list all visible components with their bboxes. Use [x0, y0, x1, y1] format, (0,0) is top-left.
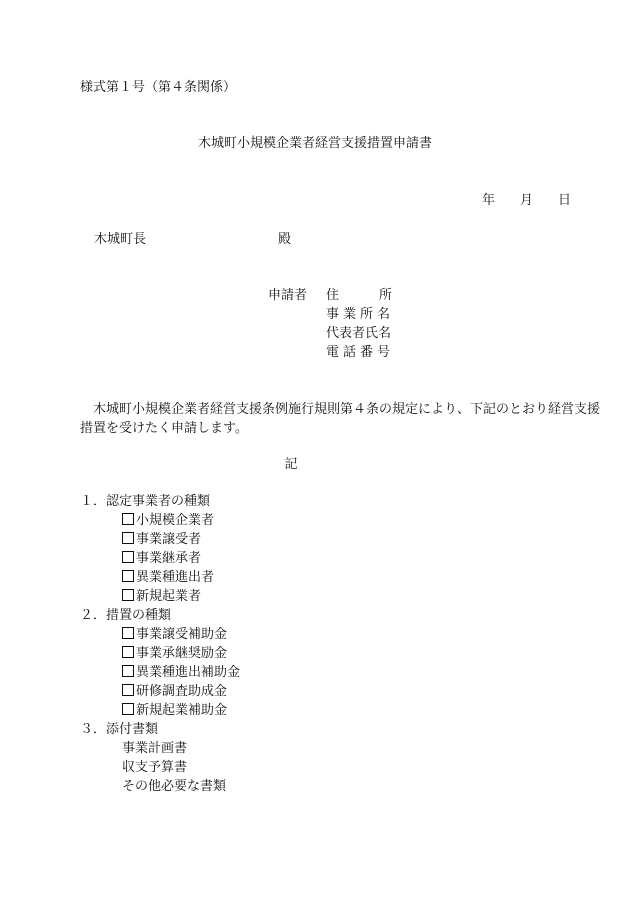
- attachment-item: [122, 779, 226, 795]
- item-label: 事業譲受補助金: [136, 627, 228, 642]
- address-field-label: [326, 288, 392, 304]
- checkbox[interactable]: [122, 513, 134, 525]
- section-title: ３．添付書類: [80, 722, 159, 737]
- checkbox-item[interactable]: [122, 551, 201, 567]
- body-text: 木城町小規模企業者経営支援条例施行規則第４条の規定により、下記のとおり経営支援措置を受けたく申請します。: [80, 402, 601, 436]
- date-month-label: 月: [520, 193, 534, 208]
- item-label: 事業計画書: [122, 741, 188, 756]
- checkbox-item[interactable]: [122, 513, 214, 529]
- item-label: 事業承継奨励金: [136, 646, 228, 661]
- attachment-item: [122, 741, 187, 757]
- office-name-label: 事業所名: [326, 307, 395, 322]
- document-title: 木城町小規模企業者経営支援措置申請書: [197, 136, 432, 151]
- form-number: 様式第１号（第４条関係）: [80, 80, 237, 95]
- item-label: 小規模企業者: [136, 513, 215, 528]
- address-label-part2: 所: [379, 288, 393, 303]
- item-label: 異業種進出補助金: [136, 665, 241, 680]
- checkbox-item[interactable]: [122, 703, 227, 719]
- section-title: ２．措置の種類: [80, 608, 172, 623]
- item-label: 新規起業者: [136, 589, 202, 604]
- addressee-name: 木城町長: [94, 232, 147, 247]
- phone-label: 電話番号: [326, 345, 395, 360]
- item-label: 事業継承者: [136, 551, 202, 566]
- item-label: 収支予算書: [122, 760, 188, 775]
- representative-label: 代表者氏名: [326, 326, 392, 341]
- date-row: [482, 193, 571, 209]
- attachment-item: [122, 760, 187, 776]
- checkbox-item[interactable]: [122, 532, 201, 548]
- applicant-label: 申請者: [268, 288, 308, 303]
- item-label: 研修調査助成金: [136, 684, 228, 699]
- checkbox[interactable]: [122, 570, 134, 582]
- checkbox-item[interactable]: [122, 589, 201, 605]
- item-label: 異業種進出者: [136, 570, 215, 585]
- ki-heading: 記: [284, 457, 298, 472]
- checkbox-item[interactable]: [122, 570, 214, 586]
- checkbox[interactable]: [122, 589, 134, 601]
- checkbox[interactable]: [122, 646, 134, 658]
- checkbox-item[interactable]: [122, 684, 227, 700]
- checkbox[interactable]: [122, 627, 134, 639]
- item-label: 新規起業補助金: [136, 703, 228, 718]
- checkbox[interactable]: [122, 684, 134, 696]
- checkbox[interactable]: [122, 703, 134, 715]
- checkbox-item[interactable]: [122, 646, 227, 662]
- item-label: 事業譲受者: [136, 532, 202, 547]
- date-year-label: 年: [482, 193, 496, 208]
- checkbox[interactable]: [122, 665, 134, 677]
- address-label-part1: 住: [326, 288, 340, 303]
- date-day-label: 日: [558, 193, 572, 208]
- addressee: [94, 232, 291, 248]
- checkbox[interactable]: [122, 551, 134, 563]
- checkbox-item[interactable]: [122, 627, 227, 643]
- section-title: １．認定事業者の種類: [80, 494, 211, 509]
- checkbox-item[interactable]: [122, 665, 240, 681]
- checkbox[interactable]: [122, 532, 134, 544]
- item-label: その他必要な書類: [122, 779, 227, 794]
- addressee-honorific: 殿: [278, 232, 292, 247]
